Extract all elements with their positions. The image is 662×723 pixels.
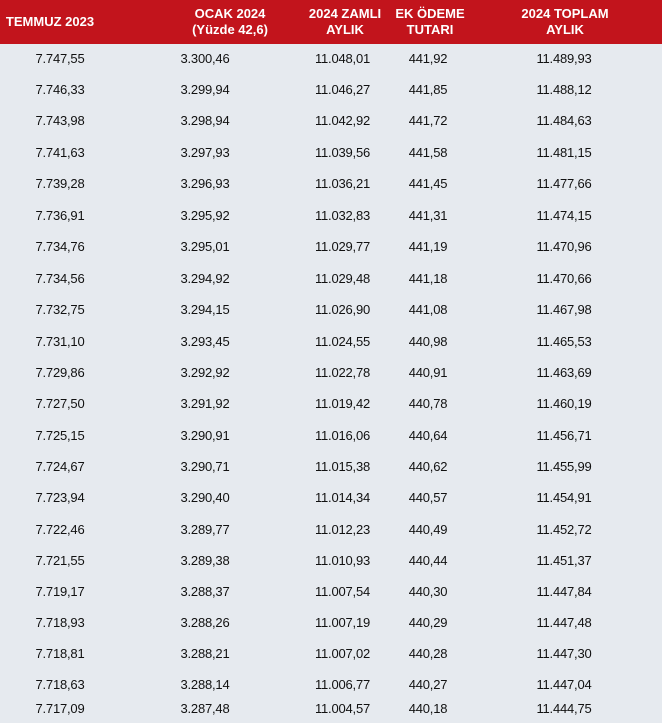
cell-temmuz-2023: 7.723,94 (35, 489, 85, 505)
cell-ocak-2024: 3.293,45 (180, 333, 230, 349)
cell-ek-odeme: 441,45 (408, 175, 448, 191)
cell-zamli-aylik: 11.006,77 (314, 676, 371, 692)
cell-temmuz-2023: 7.722,46 (35, 521, 85, 537)
cell-ocak-2024: 3.289,38 (180, 552, 230, 568)
cell-zamli-aylik: 11.026,90 (314, 301, 371, 317)
cell-ek-odeme: 440,30 (408, 583, 448, 599)
cell-toplam-aylik: 11.470,66 (536, 270, 592, 286)
table-header (0, 0, 662, 44)
cell-ek-odeme: 441,31 (408, 207, 448, 223)
header-toplam-aylik: 2024 TOPLAM AYLIK (521, 6, 609, 37)
cell-ocak-2024: 3.291,92 (180, 395, 230, 411)
cell-temmuz-2023: 7.743,98 (35, 112, 85, 128)
cell-toplam-aylik: 11.447,30 (536, 645, 592, 661)
cell-ek-odeme: 440,49 (408, 521, 448, 537)
cell-temmuz-2023: 7.747,55 (35, 50, 85, 66)
cell-zamli-aylik: 11.007,54 (314, 583, 371, 599)
cell-temmuz-2023: 7.717,09 (35, 700, 85, 716)
cell-ek-odeme: 441,18 (408, 270, 448, 286)
cell-ek-odeme: 440,78 (408, 395, 448, 411)
cell-ek-odeme: 440,18 (408, 700, 448, 716)
cell-zamli-aylik: 11.022,78 (314, 364, 371, 380)
cell-temmuz-2023: 7.727,50 (35, 395, 85, 411)
cell-zamli-aylik: 11.032,83 (314, 207, 371, 223)
cell-toplam-aylik: 11.481,15 (536, 144, 592, 160)
cell-ocak-2024: 3.290,40 (180, 489, 230, 505)
table-row (0, 576, 662, 606)
cell-temmuz-2023: 7.731,10 (35, 333, 85, 349)
cell-temmuz-2023: 7.725,15 (35, 427, 85, 443)
cell-ek-odeme: 440,64 (408, 427, 448, 443)
cell-ocak-2024: 3.295,92 (180, 207, 230, 223)
cell-zamli-aylik: 11.029,48 (314, 270, 371, 286)
table-row (0, 294, 662, 324)
cell-ocak-2024: 3.294,92 (180, 270, 230, 286)
cell-temmuz-2023: 7.739,28 (35, 175, 85, 191)
cell-ocak-2024: 3.299,94 (180, 81, 230, 97)
cell-zamli-aylik: 11.010,93 (314, 552, 371, 568)
cell-temmuz-2023: 7.718,63 (35, 676, 85, 692)
cell-ocak-2024: 3.292,92 (180, 364, 230, 380)
cell-zamli-aylik: 11.016,06 (314, 427, 371, 443)
cell-temmuz-2023: 7.718,93 (35, 614, 85, 630)
cell-zamli-aylik: 11.042,92 (314, 112, 371, 128)
table-row (0, 137, 662, 167)
cell-zamli-aylik: 11.029,77 (314, 238, 371, 254)
cell-ocak-2024: 3.296,93 (180, 175, 230, 191)
cell-temmuz-2023: 7.736,91 (35, 207, 85, 223)
cell-ek-odeme: 441,85 (408, 81, 448, 97)
cell-ocak-2024: 3.288,26 (180, 614, 230, 630)
cell-temmuz-2023: 7.734,76 (35, 238, 85, 254)
table-row (0, 607, 662, 637)
table-row (0, 326, 662, 356)
cell-ocak-2024: 3.290,71 (180, 458, 230, 474)
cell-toplam-aylik: 11.489,93 (536, 50, 592, 66)
table-row (0, 638, 662, 668)
cell-ek-odeme: 440,62 (408, 458, 448, 474)
cell-ek-odeme: 440,91 (408, 364, 448, 380)
cell-temmuz-2023: 7.729,86 (35, 364, 85, 380)
cell-zamli-aylik: 11.039,56 (314, 144, 371, 160)
cell-zamli-aylik: 11.007,02 (314, 645, 371, 661)
header-temmuz-2023: TEMMUZ 2023 (5, 14, 95, 29)
cell-ocak-2024: 3.300,46 (180, 50, 230, 66)
cell-temmuz-2023: 7.734,56 (35, 270, 85, 286)
cell-ek-odeme: 440,57 (408, 489, 448, 505)
header-ocak-2024: OCAK 2024 (Yüzde 42,6) (192, 6, 268, 37)
cell-ocak-2024: 3.295,01 (180, 238, 230, 254)
table-row (0, 105, 662, 135)
cell-toplam-aylik: 11.465,53 (536, 333, 592, 349)
cell-ek-odeme: 441,72 (408, 112, 448, 128)
cell-zamli-aylik: 11.007,19 (314, 614, 371, 630)
cell-zamli-aylik: 11.004,57 (314, 700, 371, 716)
table-row (0, 168, 662, 198)
cell-ocak-2024: 3.288,14 (180, 676, 230, 692)
cell-temmuz-2023: 7.732,75 (35, 301, 85, 317)
cell-toplam-aylik: 11.477,66 (536, 175, 592, 191)
cell-ek-odeme: 441,92 (408, 50, 448, 66)
cell-ek-odeme: 440,98 (408, 333, 448, 349)
cell-toplam-aylik: 11.454,91 (536, 489, 592, 505)
table-row (0, 388, 662, 418)
cell-toplam-aylik: 11.470,96 (536, 238, 592, 254)
cell-zamli-aylik: 11.024,55 (314, 333, 371, 349)
cell-ocak-2024: 3.287,48 (180, 700, 230, 716)
cell-toplam-aylik: 11.474,15 (536, 207, 592, 223)
table-row (0, 200, 662, 230)
cell-ek-odeme: 441,08 (408, 301, 448, 317)
cell-ek-odeme: 440,29 (408, 614, 448, 630)
cell-ocak-2024: 3.288,21 (180, 645, 230, 661)
cell-toplam-aylik: 11.452,72 (536, 521, 592, 537)
cell-ek-odeme: 440,27 (408, 676, 448, 692)
table-row (0, 451, 662, 481)
table-row (0, 420, 662, 450)
cell-zamli-aylik: 11.015,38 (314, 458, 371, 474)
table-row (0, 482, 662, 512)
cell-temmuz-2023: 7.741,63 (35, 144, 85, 160)
cell-ek-odeme: 440,28 (408, 645, 448, 661)
cell-toplam-aylik: 11.467,98 (536, 301, 592, 317)
cell-ocak-2024: 3.289,77 (180, 521, 230, 537)
cell-ek-odeme: 440,44 (408, 552, 448, 568)
table-row (0, 74, 662, 104)
cell-zamli-aylik: 11.046,27 (314, 81, 371, 97)
header-zamli-aylik: 2024 ZAMLI AYLIK (308, 6, 382, 37)
cell-toplam-aylik: 11.463,69 (536, 364, 592, 380)
table-row (0, 357, 662, 387)
cell-zamli-aylik: 11.012,23 (314, 521, 371, 537)
cell-ocak-2024: 3.290,91 (180, 427, 230, 443)
table-row (0, 263, 662, 293)
cell-toplam-aylik: 11.456,71 (536, 427, 592, 443)
header-ek-odeme: EK ÖDEME TUTARI (395, 6, 465, 37)
table-row (0, 514, 662, 544)
cell-toplam-aylik: 11.488,12 (536, 81, 592, 97)
cell-ek-odeme: 441,58 (408, 144, 448, 160)
cell-temmuz-2023: 7.746,33 (35, 81, 85, 97)
cell-temmuz-2023: 7.719,17 (35, 583, 85, 599)
cell-toplam-aylik: 11.460,19 (536, 395, 592, 411)
cell-zamli-aylik: 11.048,01 (314, 50, 371, 66)
cell-toplam-aylik: 11.451,37 (536, 552, 592, 568)
table-row (0, 693, 662, 723)
cell-ocak-2024: 3.294,15 (180, 301, 230, 317)
cell-ocak-2024: 3.297,93 (180, 144, 230, 160)
cell-toplam-aylik: 11.447,48 (536, 614, 592, 630)
cell-zamli-aylik: 11.036,21 (314, 175, 371, 191)
cell-toplam-aylik: 11.444,75 (536, 700, 592, 716)
table-row (0, 43, 662, 73)
cell-toplam-aylik: 11.455,99 (536, 458, 592, 474)
cell-toplam-aylik: 11.447,84 (536, 583, 592, 599)
cell-temmuz-2023: 7.718,81 (35, 645, 85, 661)
cell-temmuz-2023: 7.721,55 (35, 552, 85, 568)
cell-zamli-aylik: 11.019,42 (314, 395, 371, 411)
cell-zamli-aylik: 11.014,34 (314, 489, 371, 505)
cell-temmuz-2023: 7.724,67 (35, 458, 85, 474)
cell-ek-odeme: 441,19 (408, 238, 448, 254)
cell-toplam-aylik: 11.447,04 (536, 676, 592, 692)
cell-toplam-aylik: 11.484,63 (536, 112, 592, 128)
cell-ocak-2024: 3.288,37 (180, 583, 230, 599)
table-row (0, 545, 662, 575)
cell-ocak-2024: 3.298,94 (180, 112, 230, 128)
table-row (0, 231, 662, 261)
